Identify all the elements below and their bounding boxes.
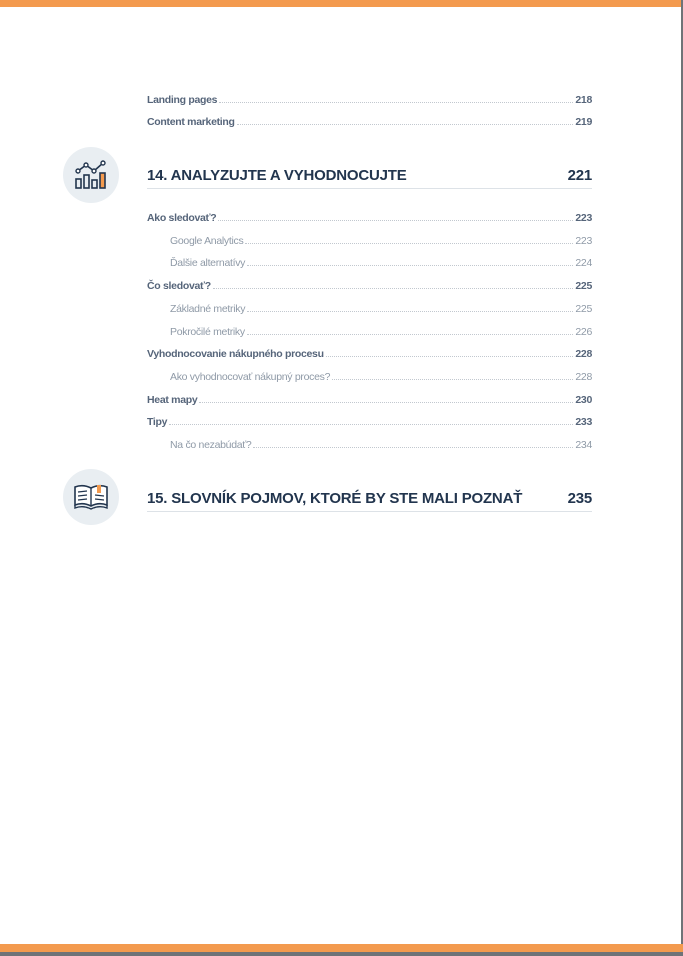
toc-entry-title: Tipy [147, 416, 168, 428]
chapter-title: 15. SLOVNÍK POJMOV, KTORÉ BY STE MALI POZNAŤ [147, 489, 523, 507]
toc-entry-page: 223 [575, 235, 592, 247]
dot-leader [213, 288, 574, 289]
dot-leader [326, 356, 574, 357]
toc-entry[interactable] [147, 392, 592, 406]
toc-entry-title: Heat mapy [147, 394, 198, 406]
toc-entry-page: 234 [575, 439, 592, 451]
dot-leader [253, 447, 573, 448]
toc-entry-landing-pages[interactable] [147, 92, 592, 106]
dot-leader [199, 402, 573, 403]
toc-entry[interactable] [147, 346, 592, 360]
top-accent-bar [0, 0, 683, 7]
toc-entry-page: 226 [575, 326, 592, 338]
toc-entry-title: Ďalšie alternatívy [170, 257, 246, 269]
toc-entry-title: Vyhodnocovanie nákupného procesu [147, 348, 324, 360]
toc-subentry[interactable] [147, 301, 592, 315]
toc-entry-content-marketing[interactable] [147, 114, 592, 128]
toc-entry-title: Čo sledovať? [147, 280, 211, 292]
toc-entry-title: Landing pages [147, 94, 218, 106]
toc-subentry[interactable] [147, 369, 592, 383]
toc-entry[interactable] [147, 414, 592, 428]
bottom-edge-line [0, 952, 683, 956]
toc-entry-page: 225 [575, 280, 592, 292]
toc-entry-page: 228 [575, 371, 592, 383]
toc-subentry[interactable] [147, 437, 592, 451]
toc-entry-title: Ako sledovať? [147, 212, 217, 224]
dot-leader [247, 334, 574, 335]
dot-leader [218, 220, 573, 221]
toc-entry-page: 219 [575, 116, 592, 128]
toc-entry-title: Google Analytics [170, 235, 244, 247]
toc-entry[interactable] [147, 278, 592, 292]
chapter-page: 221 [567, 166, 592, 184]
dot-leader [219, 102, 573, 103]
toc-entry-title: Základné metriky [170, 303, 246, 315]
dot-leader [237, 124, 574, 125]
chapter-page: 235 [567, 489, 592, 507]
dot-leader [247, 265, 573, 266]
toc-entry-title: Ako vyhodnocovať nákupný proces? [170, 371, 331, 383]
toc-entry-title: Pokročilé metriky [170, 326, 245, 338]
chapter-title: 14. ANALYZUJTE A VYHODNOCUJTE [147, 166, 407, 184]
dot-leader [247, 311, 573, 312]
dot-leader [332, 379, 573, 380]
toc-entry-page: 225 [575, 303, 592, 315]
toc-entry-page: 233 [575, 416, 592, 428]
toc-entry[interactable] [147, 210, 592, 224]
analytics-chart-icon [63, 147, 119, 203]
toc-entry-title: Na čo nezabúdať? [170, 439, 252, 451]
toc-entry-page: 230 [575, 394, 592, 406]
open-book-icon [63, 469, 119, 525]
toc-entry-title: Content marketing [147, 116, 235, 128]
toc-entry-page: 218 [575, 94, 592, 106]
toc-subentry[interactable] [147, 255, 592, 269]
chapter-15-heading[interactable] [147, 485, 592, 512]
toc-entry-page: 228 [575, 348, 592, 360]
dot-leader [245, 243, 573, 244]
toc-entry-page: 224 [575, 257, 592, 269]
toc-entry-page: 223 [575, 212, 592, 224]
toc-subentry[interactable] [147, 233, 592, 247]
toc-subentry[interactable] [147, 324, 592, 338]
bottom-accent-bar [0, 944, 683, 952]
dot-leader [169, 424, 573, 425]
chapter-14-heading[interactable] [147, 162, 592, 189]
